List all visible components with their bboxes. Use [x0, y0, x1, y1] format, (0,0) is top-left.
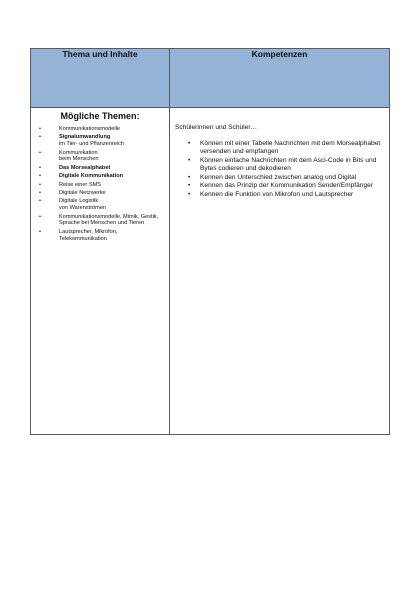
bullet-icon: •: [39, 173, 41, 180]
theme-label: Digitale Netzwerke: [59, 189, 106, 196]
theme-label: Reise einer SMS: [59, 181, 101, 188]
competency-text: Kennen das Prinzip der Kommunikation Sender/Empfänger: [200, 182, 374, 190]
header-topic: Thema und Inhalte: [31, 49, 170, 108]
bullet-icon: •: [39, 213, 41, 220]
theme-item: [35, 229, 165, 243]
bullet-icon: •: [39, 134, 41, 141]
bullet-icon: •: [39, 181, 41, 188]
theme-label: Digitale Logistik: [59, 198, 99, 205]
theme-item: [35, 150, 165, 164]
table-body-row: [31, 108, 390, 435]
themes-title: Mögliche Themen:: [60, 111, 140, 121]
competencies-list: [175, 140, 385, 199]
bullet-icon: •: [39, 228, 41, 235]
theme-sublabel: beim Menschen: [59, 156, 99, 163]
competency-item: [175, 140, 385, 156]
theme-label: Das Morsealphabet: [59, 164, 111, 171]
themes-cell: [31, 108, 170, 435]
theme-item: [35, 134, 165, 148]
bullet-icon: •: [188, 190, 191, 198]
theme-label: Lautsprecher, Mikrofon, Telekommunikation: [59, 228, 118, 242]
table-header-row: [31, 49, 390, 108]
competency-text: Kennen den Unterschied zwischen analog und Digital: [200, 173, 357, 181]
theme-label: Digitale Kommunikation: [59, 173, 124, 180]
theme-item: [35, 190, 165, 197]
theme-label: Kommunikation: [59, 149, 98, 156]
bullet-icon: •: [188, 156, 191, 164]
theme-label: Kommunikationsmodelle, Mimik, Gestik, Sprache bei Menschen und Tieren: [59, 213, 159, 227]
theme-label: Signalumwandlung: [59, 134, 111, 141]
competency-item: [175, 182, 385, 190]
bullet-icon: •: [188, 173, 191, 181]
theme-item: [35, 214, 165, 228]
theme-sublabel: von Warenströmen: [59, 205, 107, 212]
theme-item: [35, 182, 165, 189]
competency-item: [175, 174, 385, 182]
competencies-intro: Schülerinnen und Schüler…: [175, 124, 258, 131]
theme-item: [35, 198, 165, 212]
bullet-icon: •: [39, 126, 41, 132]
bullet-icon: •: [39, 189, 41, 196]
bullet-icon: •: [39, 164, 41, 171]
bullet-icon: •: [188, 182, 191, 190]
theme-item: [35, 165, 165, 172]
bullet-icon: •: [39, 198, 41, 205]
theme-label: Kommunikationsmodelle: [59, 126, 120, 132]
competency-text: Kennen die Funktion von Mikrofon und Lautsprecher: [200, 190, 354, 198]
theme-sublabel: im Tier- und Pflanzenreich: [59, 141, 124, 148]
competency-item: [175, 191, 385, 199]
bullet-icon: •: [188, 140, 191, 147]
competency-text: Können mit einer Tabelle Nachrichten mit dem Morsealphabet versenden und empfangen: [200, 140, 381, 156]
themes-list: [35, 126, 165, 242]
bullet-icon: •: [39, 149, 41, 156]
competencies-cell: [170, 108, 390, 435]
curriculum-table: [30, 48, 390, 435]
header-competencies: Kompetenzen: [170, 49, 390, 108]
theme-item: [35, 126, 165, 133]
competency-item: [175, 157, 385, 173]
theme-item: [35, 173, 165, 180]
competency-text: Können einfache Nachrichten mit dem Asci-Code in Bits und Bytes codieren und dekodieren: [200, 156, 377, 172]
